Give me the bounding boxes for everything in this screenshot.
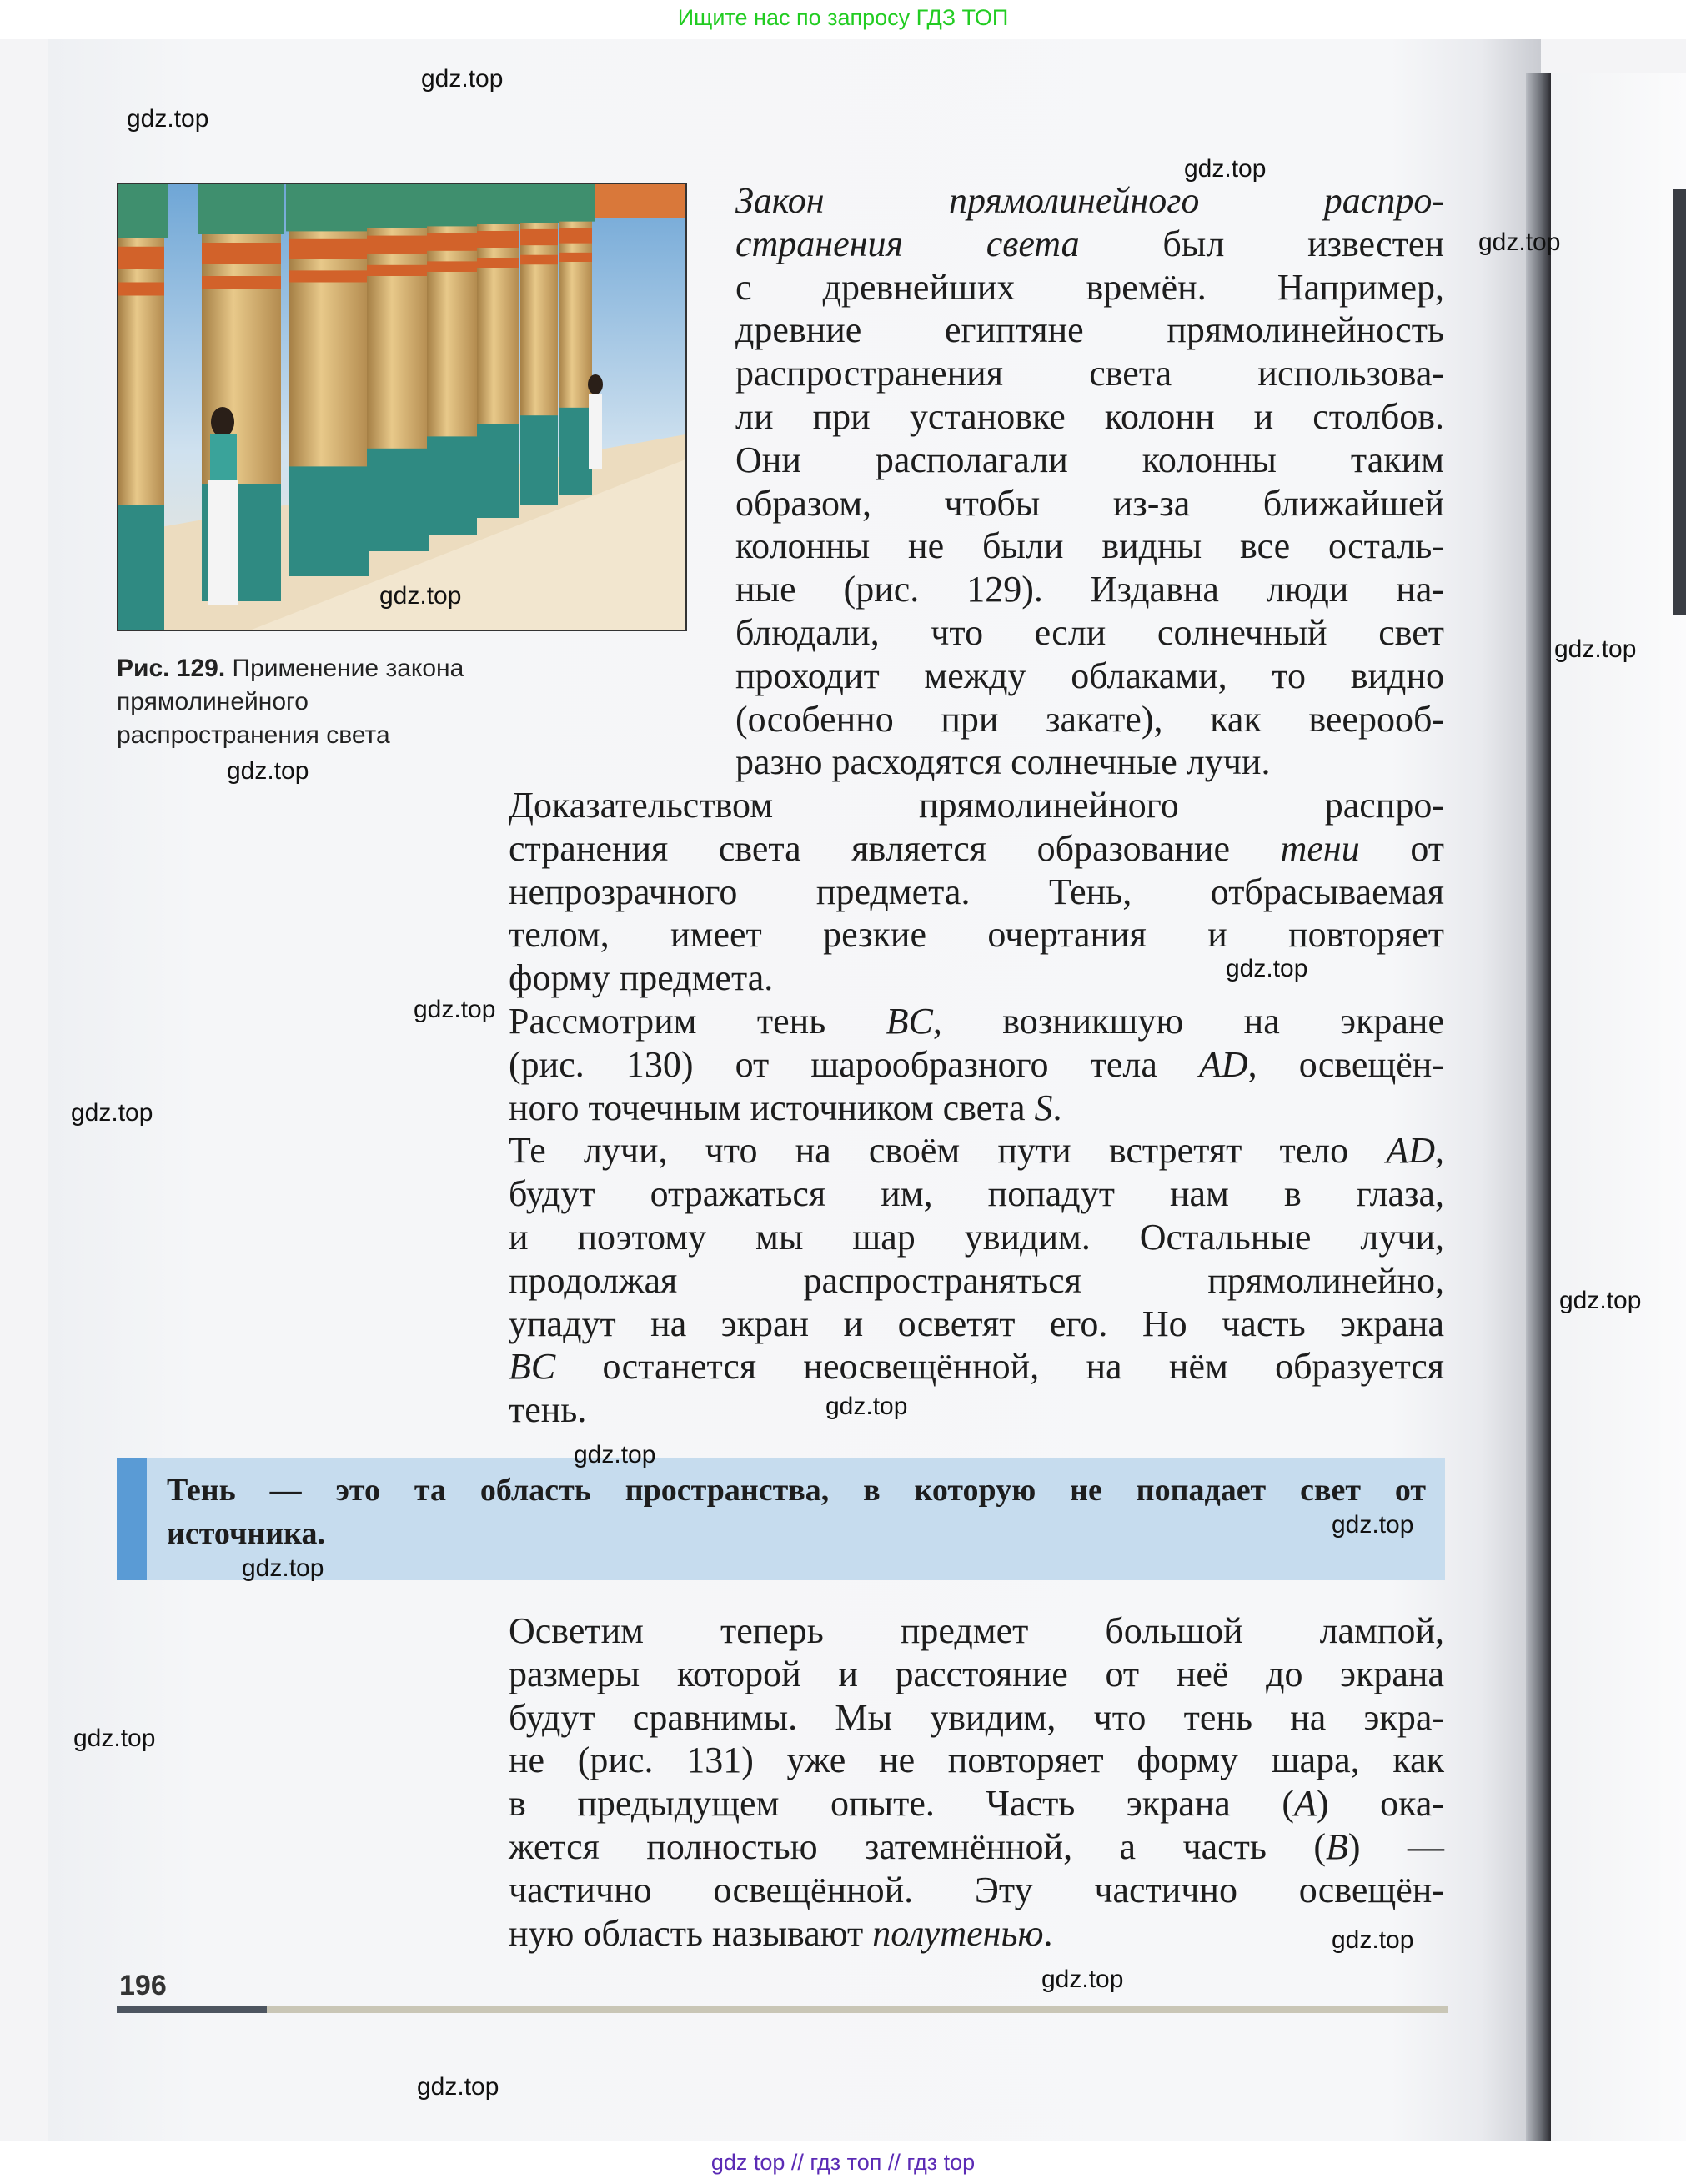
text-segment: странения света является образование xyxy=(509,827,1281,869)
text-segment: жется полностью затемнённой, а часть ( xyxy=(509,1826,1327,1867)
text-segment: проходит между облаками, то видно xyxy=(735,655,1444,696)
text-segment: (рис. 130) от шарообразного тела xyxy=(509,1043,1199,1085)
text-line xyxy=(509,1696,1444,1740)
watermark: gdz.top xyxy=(1041,1966,1124,1993)
text-segment: ) ока- xyxy=(1316,1783,1444,1825)
text-segment: непрозрачного предмета. Тень, отбрасываемая xyxy=(509,871,1444,912)
text-line xyxy=(509,1609,1444,1653)
italic-term: Закон прямолинейного распро- xyxy=(735,180,1444,221)
italic-term: странения света xyxy=(735,223,1080,264)
column xyxy=(517,184,561,505)
text-line xyxy=(735,179,1444,223)
watermark: gdz.top xyxy=(1478,228,1561,256)
column xyxy=(118,184,168,630)
text-line xyxy=(735,223,1444,266)
top-banner[interactable]: Ищите нас по запросу ГДЗ ТОП xyxy=(0,0,1686,39)
text-segment: ного точечным источником света xyxy=(509,1087,1035,1128)
text-line xyxy=(509,1782,1444,1825)
text-segment: разно расходятся солнечные лучи. xyxy=(735,741,1271,783)
text-segment: ную область называют xyxy=(509,1912,873,1954)
caption-label: Рис. 129. xyxy=(117,655,226,682)
text-line xyxy=(509,1869,1444,1912)
text-line xyxy=(735,309,1444,352)
watermark: gdz.top xyxy=(1226,955,1308,982)
column xyxy=(364,184,433,551)
text-segment: Те лучи, что на своём пути встретят тело xyxy=(509,1130,1387,1172)
text-segment: (особенно при закате), как веерооб- xyxy=(735,698,1444,740)
italic-term: A xyxy=(1294,1783,1317,1825)
watermark: gdz.top xyxy=(379,582,462,610)
text-line xyxy=(509,1259,1444,1303)
next-page-edge xyxy=(1551,73,1686,2141)
watermark: gdz.top xyxy=(1559,1287,1642,1314)
italic-term: AD xyxy=(1386,1130,1435,1172)
text-segment: не (рис. 131) уже не повторяет форму шара, как xyxy=(509,1740,1444,1781)
definition-line-2: источника. xyxy=(167,1516,325,1551)
figure-person-right xyxy=(588,374,603,469)
text-segment: с древнейших времён. Например, xyxy=(735,266,1444,308)
text-line xyxy=(735,525,1444,568)
figure-caption xyxy=(117,652,517,752)
text-segment: , xyxy=(1435,1130,1444,1172)
text-line xyxy=(509,1087,1444,1130)
text-line xyxy=(735,611,1444,655)
watermark: gdz.top xyxy=(414,996,496,1023)
text-segment: колонны не были видны все осталь- xyxy=(735,525,1444,567)
text-line xyxy=(509,784,1444,827)
text-segment: будут сравнимы. Мы увидим, что тень на экра- xyxy=(509,1696,1444,1738)
text-line xyxy=(735,439,1444,482)
watermark: gdz.top xyxy=(1332,1511,1414,1539)
text-segment: Осветим теперь предмет большой лампой, xyxy=(509,1610,1444,1651)
text-segment: ли при установке колонн и столбов. xyxy=(735,396,1444,437)
text-segment: , освещён- xyxy=(1247,1043,1445,1085)
watermark: gdz.top xyxy=(71,1099,153,1127)
text-segment: и поэтому мы шар увидим. Остальные лучи, xyxy=(509,1217,1444,1258)
bottom-rule xyxy=(117,2006,1448,2013)
watermark: gdz.top xyxy=(421,65,504,93)
text-segment: упадут на экран и осветят его. Но часть экрана xyxy=(509,1303,1444,1344)
watermark: gdz.top xyxy=(73,1725,156,1752)
text-segment: в предыдущем опыте. Часть экрана ( xyxy=(509,1783,1294,1825)
text-segment: телом, имеет резкие очертания и повторяет xyxy=(509,914,1444,956)
text-line xyxy=(509,1739,1444,1782)
book-spine xyxy=(1526,73,1551,2141)
text-line xyxy=(735,395,1444,439)
figure-129-egyptian-columns xyxy=(117,183,687,631)
text-line xyxy=(509,871,1444,914)
text-line xyxy=(509,1043,1444,1087)
italic-term: тени xyxy=(1280,827,1360,869)
watermark: gdz.top xyxy=(1332,1926,1414,1954)
watermark: gdz.top xyxy=(1554,635,1637,663)
text-segment: от xyxy=(1359,827,1445,869)
caption-text: Применение закона прямолинейного распространения света xyxy=(117,655,464,749)
italic-term: B xyxy=(1326,1826,1348,1867)
text-line xyxy=(735,266,1444,309)
watermark: gdz.top xyxy=(417,2073,499,2101)
italic-term: BC xyxy=(509,1346,556,1388)
italic-term: BC xyxy=(886,1001,933,1042)
text-segment: , возникшую на экране xyxy=(932,1001,1444,1042)
definition-accent-bar xyxy=(117,1458,147,1580)
next-page-image-edge xyxy=(1673,189,1686,615)
text-line xyxy=(509,1388,1444,1432)
text-line xyxy=(509,1825,1444,1869)
text-segment: образом, чтобы из-за ближайшей xyxy=(735,482,1444,524)
text-line xyxy=(509,827,1444,871)
watermark: gdz.top xyxy=(227,757,309,785)
text-line xyxy=(509,1345,1444,1388)
text-segment: Рассмотрим тень xyxy=(509,1001,886,1042)
watermark: gdz.top xyxy=(825,1393,908,1420)
text-segment: Они располагали колонны таким xyxy=(735,439,1444,480)
text-segment: был известен xyxy=(1079,223,1444,264)
text-line xyxy=(509,1653,1444,1696)
text-segment: ные (рис. 129). Издавна люди на- xyxy=(735,569,1444,610)
watermark: gdz.top xyxy=(574,1441,656,1469)
column xyxy=(424,184,480,535)
watermark: gdz.top xyxy=(127,105,209,133)
italic-term: полутенью xyxy=(872,1912,1044,1954)
text-segment: тень. xyxy=(509,1389,587,1431)
text-segment: размеры которой и расстояние от неё до экрана xyxy=(509,1653,1444,1694)
bottom-rule-accent xyxy=(117,2006,267,2013)
text-segment: частично освещённой. Эту частично освещён- xyxy=(509,1869,1444,1910)
text-line xyxy=(735,655,1444,698)
text-line xyxy=(509,1303,1444,1346)
text-segment: будут отражаться им, попадут нам в глаза, xyxy=(509,1173,1444,1215)
text-segment: ) — xyxy=(1347,1826,1444,1867)
column xyxy=(474,184,522,518)
text-line xyxy=(735,698,1444,741)
text-segment: древние египтяне прямолинейность xyxy=(735,309,1444,351)
column xyxy=(286,184,372,576)
text-line xyxy=(735,568,1444,611)
text-segment: блюдали, что если солнечный свет xyxy=(735,612,1444,653)
italic-term: S xyxy=(1034,1087,1053,1128)
watermark: gdz.top xyxy=(1184,155,1267,183)
text-line xyxy=(509,913,1444,956)
text-line xyxy=(735,741,1444,784)
text-segment: распространения света использова- xyxy=(735,353,1444,394)
text-line xyxy=(735,352,1444,395)
text-line xyxy=(509,1172,1444,1216)
italic-term: AD xyxy=(1198,1043,1248,1085)
text-segment: продолжая распространяться прямолинейно, xyxy=(509,1259,1444,1301)
text-line xyxy=(509,1216,1444,1259)
text-line xyxy=(735,482,1444,525)
page-number: 196 xyxy=(119,1970,167,2001)
footer-links[interactable]: gdz top // гдз топ // гдз top xyxy=(0,2141,1686,2184)
definition-line-1: Тень — это та область пространства, в которую не попадает свет от xyxy=(167,1473,1426,1508)
text-segment: форму предмета. xyxy=(509,957,774,999)
text-segment: . xyxy=(1043,1912,1053,1954)
text-line xyxy=(509,1129,1444,1172)
text-segment: Доказательством прямолинейного распро- xyxy=(509,785,1444,826)
text-line xyxy=(509,1000,1444,1043)
figure-person-left xyxy=(208,407,238,605)
text-segment: останется неосвещённой, на нём образуется xyxy=(555,1346,1444,1388)
columns-illustration xyxy=(118,184,685,630)
text-segment: . xyxy=(1052,1087,1062,1128)
watermark: gdz.top xyxy=(242,1554,324,1582)
text-line xyxy=(509,1912,1444,1956)
